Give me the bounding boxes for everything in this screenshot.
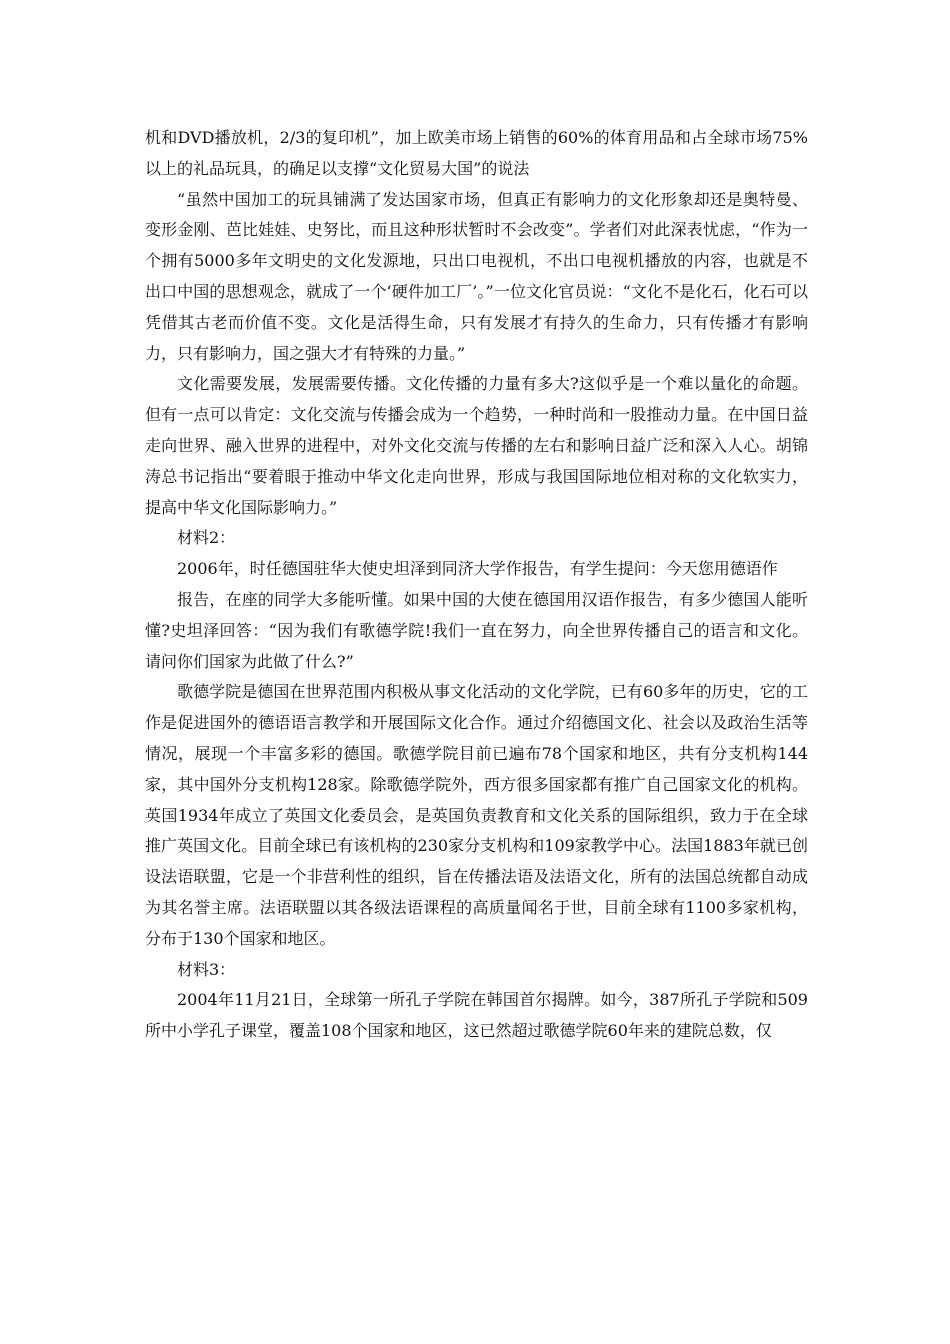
paragraph-ambassador-report: 2006年，时任德国驻华大使史坦泽到同济大学作报告，有学生提问：今天您用德语作 [177,559,778,579]
paragraph-culture-spread: 文化需要发展，发展需要传播。文化传播的力量有多大?这似乎是一个难以量化的命题。但有一点可以肯定：文化交流与传播会成为一个趋势，一种时尚和一股推动力量。在中国日益走向世界、融入世界的进程中，对外文化交流与传播的左右和影响日益广泛和深入人心。胡锦涛总书记指出“要着眼于推动中华文化走向世界，形成与我国国际地位相对称的文化软实力，提高中华文化国际影响力。” [145,374,808,517]
material-2-heading: 材料2： [177,528,236,548]
paragraph-confucius-institute: 2004年11月21日，全球第一所孔子学院在韩国首尔揭牌。如今，387所孔子学院和509所中小学孔子课堂，覆盖108个国家和地区，这已然超过歌德学院60年来的建院总数，仅 [145,990,808,1041]
paragraph-goethe-institute: 歌德学院是德国在世界范围内积极从事文化活动的文化学院，已有60多年的历史，它的工作是促进国外的德语语言教学和开展国际文化合作。通过介绍德国文化、社会以及政治生活等情况，展现一个丰富多彩的德国。歌德学院目前已遍布78个国家和地区，共有分支机构144家，其中国外分支机构128家。除歌德学院外，西方很多国家都有推广自己国家文化的机构。英国1934年成立了英国文化委员会，是英国负责教育和文化关系的国际组织，致力于在全球推广英国文化。目前全球已有该机构的230家分支机构和109家教学中心。法国1883年就已创设法语联盟，它是一个非营利性的组织，旨在传播法语及法语文化，所有的法国总统都自动成为其名誉主席。法语联盟以其各级法语课程的高质量闻名于世，目前全球有1100多家机构，分布于130个国家和地区。 [145,682,808,948]
paragraph-ambassador-answer: 报告，在座的同学大多能听懂。如果中国的大使在德国用汉语作报告，有多少德国人能听懂?史坦泽回答：“因为我们有歌德学院!我们一直在努力，向全世界传播自己的语言和文化。请问你们国家为此做了什么?” [145,589,808,671]
paragraph-continuation: 机和DVD播放机，2/3的复印机”，加上欧美市场上销售的60%的体育用品和占全球市场75%以上的礼品玩具，的确足以支撑“文化贸易大国”的说法 [145,128,808,178]
paragraph-quote-toys: “虽然中国加工的玩具铺满了发达国家市场，但真正有影响力的文化形象却还是奥特曼、变形金刚、芭比娃娃、史努比，而且这种形状暂时不会改变”。学者们对此深表忧虑，“作为一个拥有5000多年文明史的文化发源地，只出口电视机，不出口电视机播放的内容，也就是不出口中国的思想观念，就成了一个‘硬件加工厂’。”一位文化官员说：“文化不是化石，化石可以凭借其古老而价值不变。文化是活得生命，只有发展才有持久的生命力，只有传播才有影响力，只有影响力，国之强大才有特殊的力量。” [145,189,808,363]
material-3-heading: 材料3： [177,959,236,979]
document-body [145,123,808,1047]
